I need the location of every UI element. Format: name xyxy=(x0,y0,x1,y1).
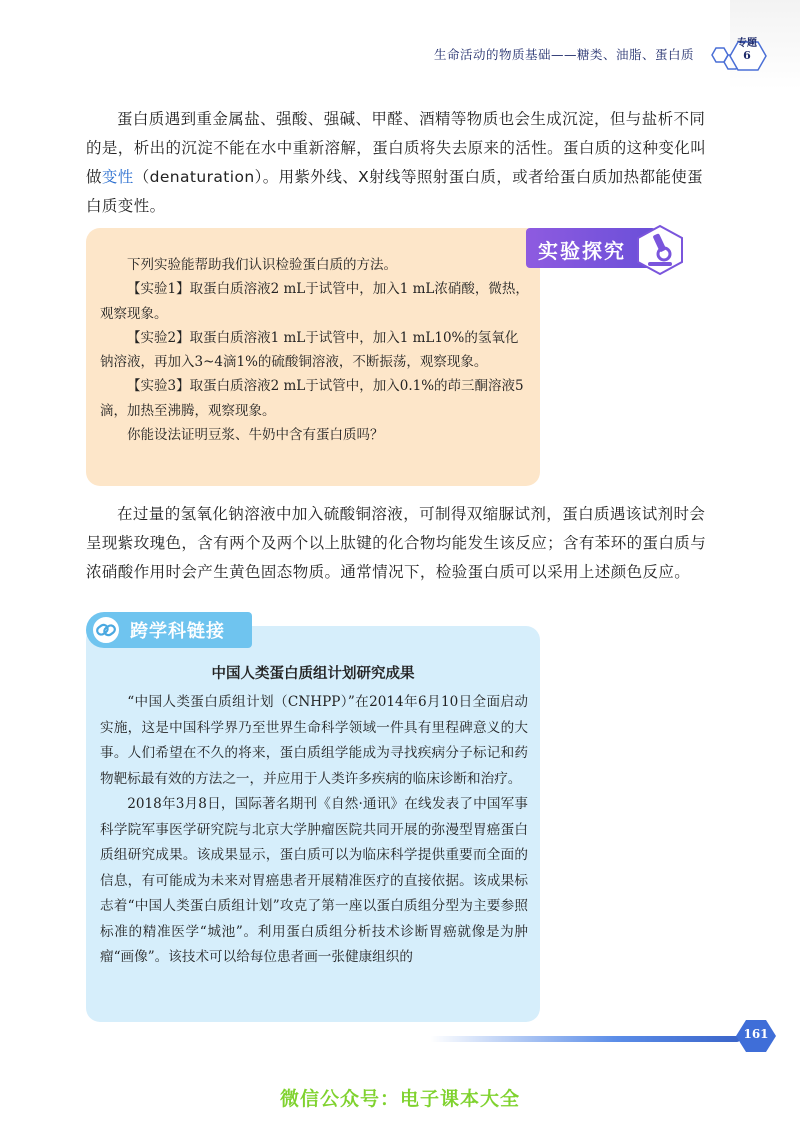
key-term-denaturation: 变性 xyxy=(101,168,134,186)
topic-badge xyxy=(732,38,762,68)
experiment-line: 你能设法证明豆浆、牛奶中含有蛋白质吗？ xyxy=(127,427,384,444)
body-paragraph-denaturation xyxy=(86,105,716,221)
link-icon xyxy=(90,614,122,646)
running-header-title: 生命活动的物质基础——糖类、油脂、蛋白质 xyxy=(433,47,694,62)
topic-label: 专题 xyxy=(737,38,757,49)
experiment-line: 【实验1】取蛋白质溶液2 mL于试管中，加入1 mL浓硝酸，微热，观察现象。 xyxy=(100,281,529,322)
watermark-text: 微信公众号：电子课本大全 xyxy=(279,1088,520,1110)
experiment-line: 【实验3】取蛋白质溶液2 mL于试管中，加入0.1%的茚三酮溶液5滴，加热至沸腾，观察现象。 xyxy=(100,378,524,419)
experiment-line: 【实验2】取蛋白质溶液1 mL于试管中，加入1 mL10%的氢氧化钠溶液，再加入3~4滴1%的硫酸铜溶液，不断振荡，观察现象。 xyxy=(100,329,519,371)
cross-discipline-label-text: 跨学科链接 xyxy=(130,621,225,642)
experiment-line: 下列实验能帮助我们认识检验蛋白质的方法。 xyxy=(127,257,397,273)
body-paragraph-color-reaction: 在过量的氢氧化钠溶液中加入硫酸铜溶液，可制得双缩脲试剂，蛋白质遇该试剂时会呈现紫玫瑰色，含有两个及两个以上肽键的化合物均能发生该反应；含有苯环的蛋白质与浓硝酸作用时会产生黄色固态物质。通常情况下，检验蛋白质可以采用上述颜色反应。 xyxy=(86,505,707,581)
page-number: 161 xyxy=(743,1027,769,1041)
experiment-title: 实验探究 xyxy=(538,239,626,263)
microscope-icon xyxy=(634,224,686,276)
paragraph-text: （denaturation）。用紫外线、X射线等照射蛋白质，或者给蛋白质加热都能使蛋白质变性。 xyxy=(86,168,704,215)
cross-discipline-heading: 中国人类蛋白质组计划研究成果 xyxy=(211,666,415,682)
cross-paragraph: “中国人类蛋白质组计划（CNHPP）”在2014年6月10日全面启动实施，这是中国科学界乃至世界生命科学领域一件具有里程碑意义的大事。人们希望在不久的将来，蛋白质组学能成为寻找疾病分子标记和药物靶标最有效的方法之一，并应用于人类许多疾病的临床诊断和治疗。 xyxy=(100,694,528,787)
topic-number: 6 xyxy=(743,49,751,62)
cross-paragraph: 2018年3月8日，国际著名期刊《自然·通讯》在线发表了中国军事科学院军事医学研究院与北京大学肿瘤医院共同开展的弥漫型胃癌蛋白质组研究成果。该成果显示，蛋白质可以为临床科学提供重要而全面的信息，有可能成为未来对胃癌患者开展精准医疗的直接依据。该成果标志着“中国人类蛋白质组计划”攻克了第一座以蛋白质组分型为主要参照标准的精准医学“城池”。利用蛋白质组分析技术诊断胃癌就像是为肿瘤“画像”。该技术可以给每位患者画一张健康组织的 xyxy=(100,796,528,965)
footer-line xyxy=(430,1036,740,1042)
cross-discipline-text xyxy=(100,690,528,971)
paragraph-text: 蛋白质遇到重金属盐、强酸、强碱、甲醛、酒精等物质也会生成沉淀，但与盐析不同的是，析出的沉淀不能在水中重新溶解，蛋白质将失去原来的活性。蛋白质的这种变化叫做 xyxy=(86,110,707,186)
experiment-text xyxy=(100,253,530,447)
